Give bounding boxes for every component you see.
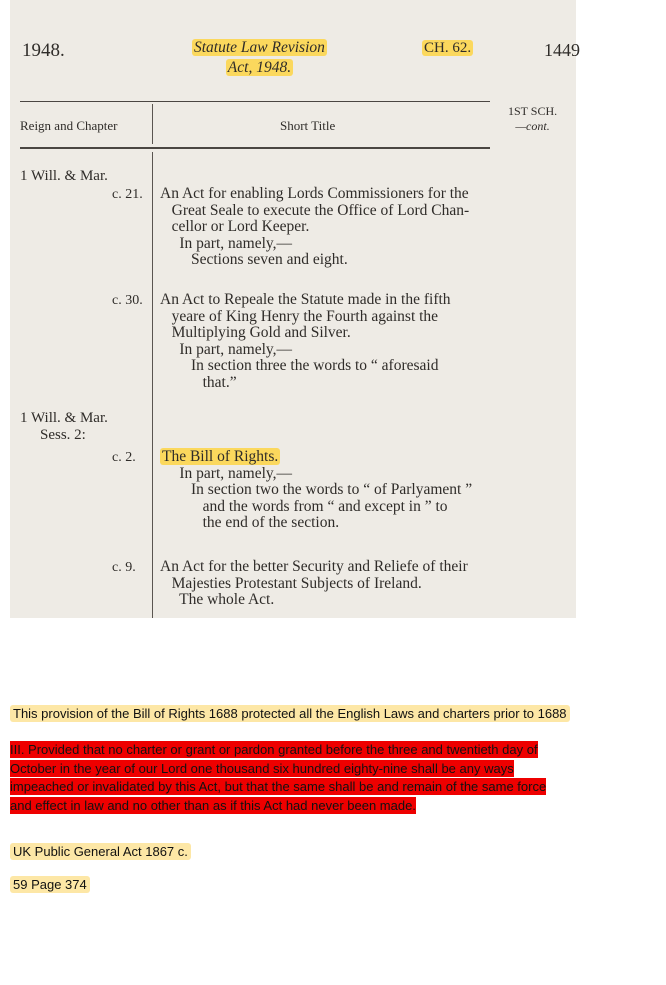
entry-reign: 1 Will. & Mar. [20, 168, 108, 184]
header-act-title [192, 38, 327, 78]
column-header-short-title: Short Title [280, 118, 336, 133]
entry-reign: 1 Will. & Mar. [20, 410, 108, 426]
quoted-provision-text: III. Provided that no charter or grant or pardon granted before the three and twentieth day of October in the year of our Lord one thousand six hundred eighty-nine shall be any ways impeached or invalidated by this Act, but that the same shall be and remain of the same force and effect in law and no other than as if this Act had never been made. [10, 742, 547, 813]
header-title-line1: Statute Law Revision [194, 39, 325, 56]
entry-session: Sess. 2: [40, 427, 86, 443]
table-top-rule [20, 101, 490, 102]
schedule-continued: —cont. [515, 119, 550, 133]
source-page [10, 876, 90, 895]
scanned-page [10, 0, 580, 618]
source-citation-line2: 59 Page 374 [10, 876, 90, 893]
entry-short-title: An Act for the better Security and Reliefe of their Majesties Protestant Subjects of Ireland. The whole Act. [160, 558, 468, 608]
source-citation [10, 843, 191, 862]
bill-of-rights-title: The Bill of Rights. [162, 448, 279, 465]
entry-short-title: An Act to Repeale the Statute made in the fifth yeare of King Henry the Fourth against the Multiplying Gold and Silver. In part, namely,— In section three the words to “ aforesaid that.” [160, 291, 451, 391]
quoted-provision [10, 741, 570, 815]
header-chapter-text: CH. 62. [424, 40, 472, 56]
column-header-reign: Reign and Chapter [20, 118, 118, 133]
source-citation-line1: UK Public General Act 1867 c. [10, 843, 191, 860]
entry-short-title: The Bill of Rights. In part, namely,— In section two the words to “ of Parlyament ” and the words from “ and except in ” to the end of the section. [160, 448, 473, 531]
header-year: 1948. [22, 40, 65, 61]
schedule-label: 1ST SCH. [508, 104, 558, 118]
table-header-rule [20, 147, 490, 149]
schedule-marker [508, 104, 557, 134]
header-page-number: 1449 [544, 40, 580, 60]
entry-chapter: c. 30. [112, 293, 143, 308]
entry-short-title: An Act for enabling Lords Commissioners for the Great Seale to execute the Office of Lord Chan- cellor or Lord Keeper. In part, namely,— Sections seven and eight. [160, 185, 470, 268]
entry-chapter: c. 2. [112, 450, 136, 465]
entry-chapter: c. 9. [112, 560, 136, 575]
provision-note [10, 705, 570, 724]
body-column-divider [152, 152, 153, 618]
header-title-line2: Act, 1948. [227, 59, 292, 76]
header-chapter [422, 40, 473, 57]
provision-note-text: This provision of the Bill of Rights 1688 protected all the English Laws and charters prior to 1688 [10, 705, 570, 722]
header-column-divider [152, 104, 153, 144]
entry-chapter: c. 21. [112, 187, 143, 202]
